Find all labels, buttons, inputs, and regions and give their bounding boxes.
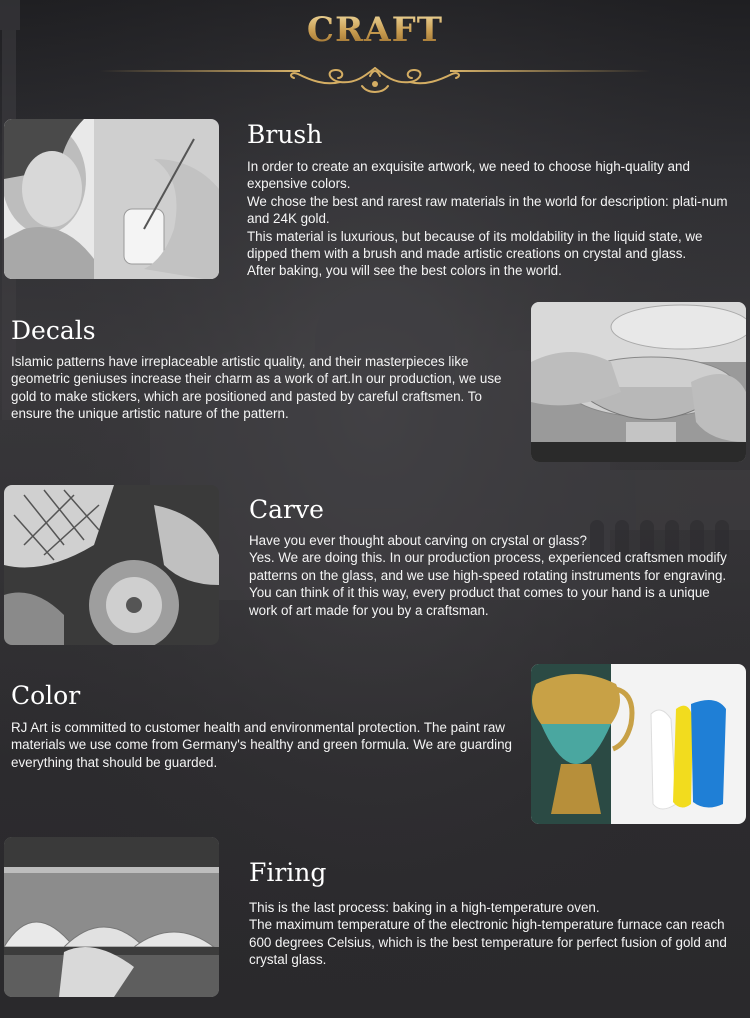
section-text [11,719,521,771]
page-title: CRAFT [0,10,750,50]
artisan-painting-glass-photo [4,119,219,279]
paragraph: Yes. We are doing this. In our production process, experienced craftsmen modify patterns on the glass, and we use high-speed rotating instruments for engraving. [249,550,727,583]
paragraph: After baking, you will see the best colors in the world. [247,263,562,279]
section-text [247,158,737,280]
paragraph: Have you ever thought about carving on crystal or glass? [249,533,587,548]
section-decals [0,300,750,470]
paragraph: Islamic patterns have irreplaceable artistic quality, and their masterpieces like geometric geniuses increase their charm as a work of art.In our production, we use gold to make stickers, which are positioned and pasted by careful craftsmen. To ensure the unique artistic nature of the pattern. [11,354,502,422]
paragraph: In order to create an exquisite artwork, we need to choose high-quality and expensive colors. [247,159,690,192]
section-text [249,899,741,969]
section-heading: Color [11,681,81,710]
carving-glass-wheel-photo [4,485,219,645]
paragraph: We chose the best and rarest raw materials in the world for description: plati-num and 24K gold. [247,193,728,227]
section-heading: Firing [249,858,327,887]
section-heading: Decals [11,316,96,345]
paragraph: RJ Art is committed to customer health and environmental protection. The paint raw materials we use come from Germany's healthy and green formula. We are guarding everything that should be guarded. [11,720,512,770]
paragraph: This material is luxurious, but because of its moldability in the liquid state, we dipped them with a brush and made artistic creations on crystal and glass. [247,228,703,262]
gilded-vase-and-paint-swatches-photo [531,664,746,824]
section-text [11,353,521,423]
oven-rack-with-glass-domes-photo [4,837,219,997]
paragraph: The maximum temperature of the electronic high-temperature furnace can reach 600 degrees Celsius, which is the best temperature for perfect fusion of gold and crystal glass. [249,917,727,968]
gold-scroll-ornament-icon [100,62,650,98]
section-heading: Brush [247,120,323,149]
paragraph: You can think of it this way, every product that comes to your hand is a unique work of art made for you by a craftsman. [249,585,710,618]
section-color [0,662,750,830]
section-firing [0,835,750,1005]
section-heading: Carve [249,495,324,524]
page-header [0,0,750,110]
section-brush [0,110,750,290]
section-text [249,532,739,619]
applying-decal-on-glass-bowl-photo [531,302,746,462]
paragraph: This is the last process: baking in a high-temperature oven. [249,900,600,915]
section-carve [0,480,750,655]
